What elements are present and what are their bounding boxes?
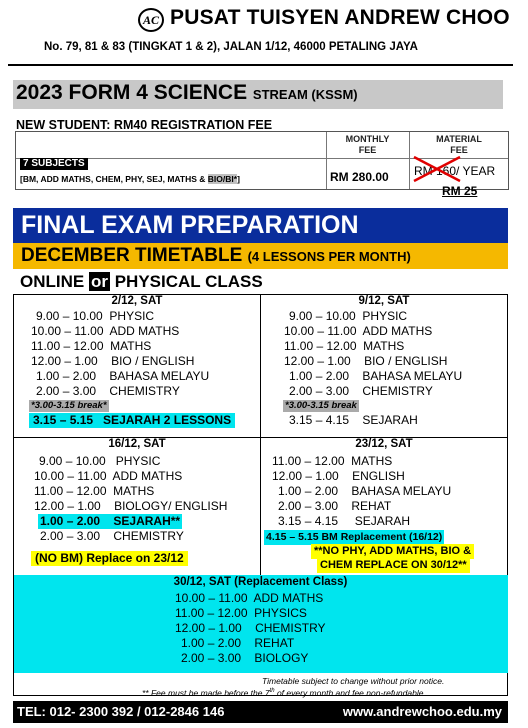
slot: 9.00 – 10.00 PHYSIC [289,309,408,323]
day-30-12: 30/12, SAT (Replacement Class) [173,576,348,588]
subjects-badge: 7 SUBJECTS [20,158,88,170]
slot: 12.00 – 1.00 BIO / ENGLISH [284,354,448,368]
slot: 2.00 – 3.00 CHEMISTRY [36,384,180,398]
slot: 1.00 – 2.00 BAHASA MELAYU [278,484,452,498]
slot: 1.00 – 2.00 BAHASA MELAYU [36,369,210,383]
form-title: 2023 FORM 4 SCIENCE STREAM (KSSM) [16,81,358,104]
break-note: *3.00-3.15 break [285,400,357,411]
subjects-list: [BM, ADD MATHS, CHEM, PHY, SEJ, MATHS & BIO/BI*] [20,174,240,184]
notice-timetable: Timetable subject to change without prior notice. [262,676,445,686]
note-replace: **NO PHY, ADD MATHS, BIO & [311,544,474,559]
center-title: PUSAT TUISYEN ANDREW CHOO [170,6,510,29]
slot: 12.00 – 1.00 BIO / ENGLISH [31,354,195,368]
slot: 11.00 – 12.00 MATHS [272,454,393,468]
slot: 3.15 – 4.15 SEJARAH [278,514,411,528]
break-note: *3.00-3.15 break* [31,400,107,411]
slot: 11.00 – 12.00 MATHS [34,484,155,498]
material-fee-old: RM 160/ YEAR [414,164,496,178]
day-2-12: 2/12, SAT [111,295,163,307]
monthly-fee: RM 280.00 [330,170,389,184]
slot: 9.00 – 10.00 PHYSIC [36,309,155,323]
slot-highlight: 3.15 – 5.15 SEJARAH 2 LESSONS [29,413,235,428]
website-link[interactable]: www.andrewchoo.edu.my [342,704,502,719]
slot: 2.00 – 3.00 CHEMISTRY [289,384,433,398]
slot: 10.00 – 11.00 ADD MATHS [34,469,183,483]
slot: 2.00 – 3.00 CHEMISTRY [40,529,184,543]
slot: 12.00 – 1.00 CHEMISTRY [175,621,326,635]
monthly-fee-header: MONTHLY FEE [345,134,390,155]
slot-highlight: 1.00 – 2.00 SEJARAH** [40,514,181,528]
footer [13,701,508,723]
notice-fee: ** Fee must be made before the 7th of every month and fee non-refundable [142,688,424,698]
address: No. 79, 81 & 83 (TINGKAT 1 & 2), JALAN 1/12, 46000 PETALING JAYA [44,41,418,53]
slot: 11.00 – 12.00 PHYSICS [175,606,307,620]
slot: 11.00 – 12.00 MATHS [284,339,405,353]
class-mode: ONLINE or PHYSICAL CLASS [20,272,263,291]
slot: 12.00 – 1.00 ENGLISH [272,469,405,483]
logo: AC [138,8,164,32]
slot: 10.00 – 11.00 ADD MATHS [284,324,433,338]
slot-highlight: 4.15 – 5.15 BM Replacement (16/12) [266,531,443,543]
slot: 1.00 – 2.00 REHAT [181,636,295,650]
slot: 3.15 – 4.15 SEJARAH [289,413,418,427]
note-replace: CHEM REPLACE ON 30/12** [317,558,470,573]
note-no-bm: (NO BM) Replace on 23/12 [31,551,188,566]
day-23-12: 23/12, SAT [355,438,413,450]
slot: 1.00 – 2.00 BAHASA MELAYU [289,369,463,383]
slot: 9.00 – 10.00 PHYSIC [39,454,161,468]
registration-fee: NEW STUDENT: RM40 REGISTRATION FEE [16,118,273,132]
slot: 12.00 – 1.00 BIOLOGY/ ENGLISH [34,499,228,513]
slot: 2.00 – 3.00 BIOLOGY [181,651,309,665]
slot: 10.00 – 11.00 ADD MATHS [31,324,180,338]
material-fee-new: RM 25 [442,184,478,198]
material-fee-header: MATERIAL FEE [436,134,482,155]
strikeout-cross-icon [412,155,462,183]
phone: TEL: 012- 2300 392 / 012-2846 146 [17,704,225,719]
day-16-12: 16/12, SAT [108,438,166,450]
slot: 2.00 – 3.00 REHAT [278,499,392,513]
day-9-12: 9/12, SAT [358,295,410,307]
slot: 10.00 – 11.00 ADD MATHS [175,591,324,605]
final-exam-banner: FINAL EXAM PREPARATION [13,208,508,243]
slot: 11.00 – 12.00 MATHS [31,339,152,353]
december-banner: DECEMBER TIMETABLE (4 LESSONS PER MONTH) [13,243,508,269]
divider [8,64,513,66]
